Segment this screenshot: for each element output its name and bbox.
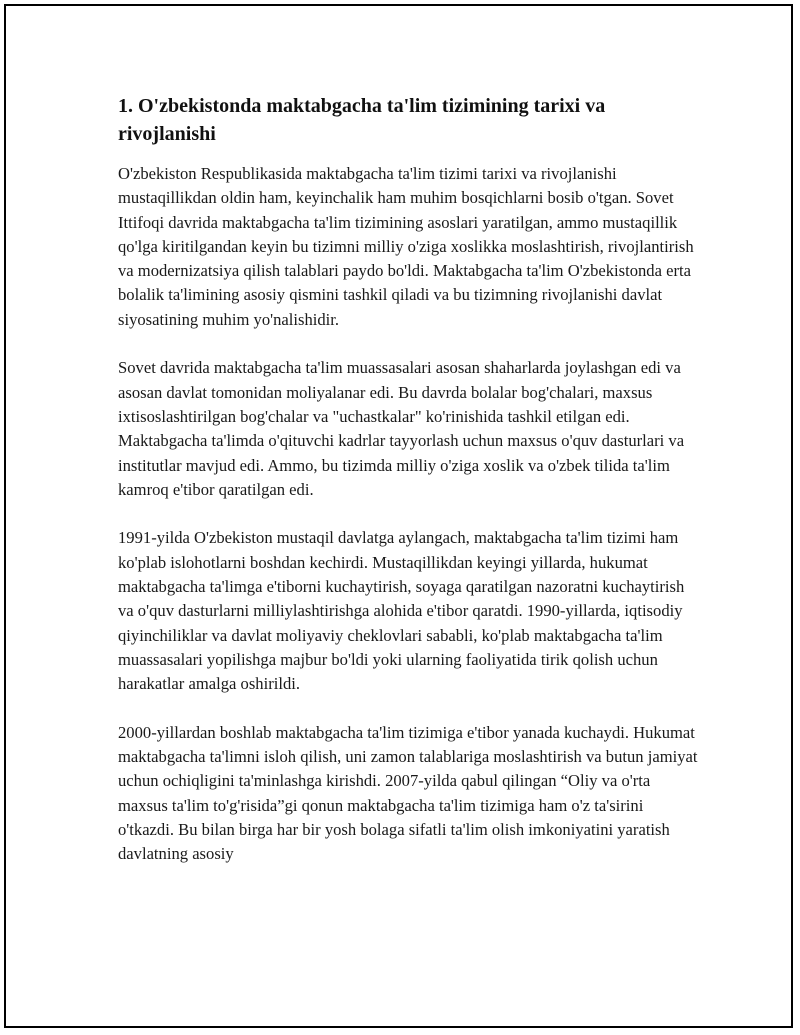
paragraph-1: O'zbekiston Respublikasida maktabgacha ta'lim tizimi tarixi va rivojlanishi mustaqillikdan oldin ham, keyinchalik ham muhim bosqichlarni bosib o'tgan. Sovet Ittifoqi davrida maktabgacha ta'lim tizimining asoslari yaratilgan, ammo mustaqillik qo'lga kiritilgandan keyin bu tizimni milliy o'ziga xoslikka moslashtirish, rivojlantirish va modernizatsiya qilish talablari paydo bo'ldi. Maktabgacha ta'lim O'zbekistonda erta bolalik ta'limining asosiy qismini tashkil qiladi va bu tizimning rivojlanishi davlat siyosatining muhim yo'nalishidir. <box>118 164 694 329</box>
section-heading: 1. O'zbekistonda maktabgacha ta'lim tizimining tarixi va rivojlanishi <box>118 95 606 145</box>
paragraph-3: 1991-yilda O'zbekiston mustaqil davlatga aylangach, maktabgacha ta'lim tizimi ham ko'plab islohotlarni boshdan kechirdi. Mustaqillikdan keyingi yillarda, hukumat maktabgacha ta'limga e'tiborni kuchaytirish, soyaga qaratilgan nazoratni kuchaytirish va o'quv dasturlarni milliylashtirishga alohida e'tibor qaratdi. 1990-yillarda, iqtisodiy qiyinchiliklar va davlat moliyaviy cheklovlari sababli, ko'plab maktabgacha ta'lim muassasalari yopilishga majbur bo'ldi yoki ularning faoliyatida tirik qolish uchun harakatlar amalga oshirildi. <box>118 528 685 694</box>
paragraph-2: Sovet davrida maktabgacha ta'lim muassasalari asosan shaharlarda joylashgan edi va asosan davlat tomonidan moliyalanar edi. Bu davrda bolalar bog'chalari, maxsus ixtisoslashtirilgan bog'chalar va "uchastkalar" ko'rinishida tashkil etilgan edi. Maktabgacha ta'limda o'qituvchi kadrlar tayyorlash uchun maxsus o'quv dasturlari va institutlar mavjud edi. Ammo, bu tizimda milliy o'ziga xoslik va o'zbek tilida ta'lim kamroq e'tibor qaratilgan edi. <box>118 358 685 499</box>
paragraph-4: 2000-yillardan boshlab maktabgacha ta'lim tizimiga e'tibor yanada kuchaydi. Hukumat maktabgacha ta'limni isloh qilish, uni zamon talablariga moslashtirish va butun jamiyat uchun ochiqligini ta'minlashga kirishdi. 2007-yilda qabul qilingan “Oliy va o'rta maxsus ta'lim to'g'risida”gi qonun maktabgacha ta'lim tizimiga ham o'z ta'sirini o'tkazdi. Bu bilan birga har bir yosh bolaga sifatli ta'lim olish imkoniyatini yaratish davlatning asosiy <box>118 722 698 864</box>
document-body <box>118 92 698 867</box>
